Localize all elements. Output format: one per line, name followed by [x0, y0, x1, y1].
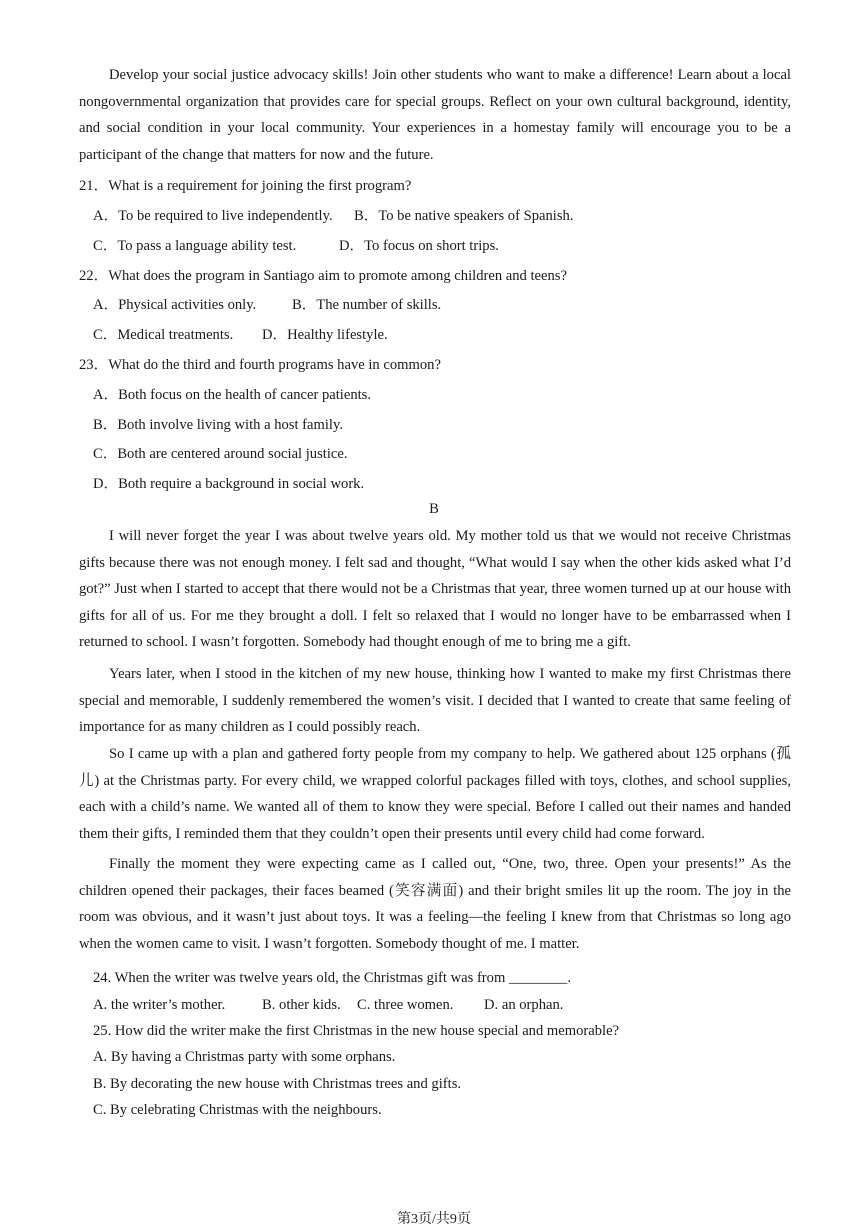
- question-23-option-b: B．Both involve living with a host family.: [93, 417, 343, 433]
- question-21-option-d: D．To focus on short trips.: [339, 238, 499, 254]
- question-23-option-d: D．Both require a background in social work.: [93, 476, 365, 492]
- question-23-stem: 23．What do the third and fourth programs have in common?: [79, 357, 441, 373]
- question-25-stem: 25. How did the writer make the first Christmas in the new house special and memorable?: [93, 1023, 620, 1039]
- question-24-option-a: A. the writer’s mother.: [93, 997, 226, 1013]
- passage-b-paragraph-2: Years later, when I stood in the kitchen of my new house, thinking how I wanted to make my first Christmas there special and memorable, I suddenly remembered the women’s visit. I decided that I wanted to create that same feeling of importance for as many children as I could possibly reach.: [79, 666, 791, 736]
- passage-b-paragraph-1: I will never forget the year I was about twelve years old. My mother told us that we would not receive Christmas gifts because there was not enough money. I felt sad and thought, “What would I say when the other kids asked what I’d got?” Just when I started to accept that there would not be a Christmas that year, three women turned up at our house with gifts for all of us. For me they brought a doll. I felt so relaxed that I would no longer have to be embarrassed when I returned to school. I wasn’t forgotten. Somebody had thought enough of me to bring me a gift.: [79, 528, 791, 651]
- question-21-option-a: A．To be required to live independently.: [93, 208, 333, 224]
- question-24-option-b: B. other kids.: [262, 997, 341, 1013]
- question-23-option-a: A．Both focus on the health of cancer patients.: [93, 387, 372, 403]
- page-number-footer: 第3页/共9页: [397, 1212, 471, 1227]
- question-25-option-b: B. By decorating the new house with Christmas trees and gifts.: [93, 1076, 462, 1092]
- question-24-option-c: C. three women.: [357, 997, 454, 1013]
- section-b-heading: B: [429, 501, 439, 517]
- question-24-option-d: D. an orphan.: [484, 997, 564, 1013]
- passage-b-paragraph-4: Finally the moment they were expecting came as I called out, “One, two, three. Open your presents!” As the children opened their packages, their faces beamed (笑容满面) and their bright smiles lit up the room. The joy in the room was obvious, and it wasn’t just about toys. It was a feeling—the feeling I knew from that Christmas so long ago when the women came to visit. I wasn’t forgotten. Somebody thought of me. I matter.: [79, 856, 791, 952]
- question-21-stem: 21．What is a requirement for joining the first program?: [79, 178, 412, 194]
- question-21-option-c: C．To pass a language ability test.: [93, 238, 297, 254]
- question-22-option-b: B．The number of skills.: [292, 297, 442, 313]
- passage-a-final-paragraph: Develop your social justice advocacy skills! Join other students who want to make a difference! Learn about a local nongovernmental organization that provides care for special groups. Reflect on your own cultural background, identity, and social condition in your local community. Your experiences in a homestay family will encourage you to be a participant of the change that matters for now and the future.: [79, 67, 791, 163]
- question-22-option-a: A．Physical activities only.: [93, 297, 257, 313]
- question-23-option-c: C．Both are centered around social justice.: [93, 446, 348, 462]
- question-24-stem: 24. When the writer was twelve years old, the Christmas gift was from ________.: [93, 970, 571, 986]
- passage-b-paragraph-3: So I came up with a plan and gathered forty people from my company to help. We gathered about 125 orphans (孤儿) at the Christmas party. For every child, we wrapped colorful packages filled with toys, clothes, and school supplies, each with a child’s name. We wanted all of them to know they were special. Before I called out their names and handed them their gifts, I reminded them that they couldn’t open their presents until every child had come forward.: [79, 746, 791, 842]
- question-25-option-c: C. By celebrating Christmas with the neighbours.: [93, 1102, 382, 1118]
- question-21-option-b: B．To be native speakers of Spanish.: [354, 208, 574, 224]
- question-22-option-d: D．Healthy lifestyle.: [262, 327, 388, 343]
- question-22-option-c: C．Medical treatments.: [93, 327, 234, 343]
- question-22-stem: 22．What does the program in Santiago aim to promote among children and teens?: [79, 268, 567, 284]
- question-25-option-a: A. By having a Christmas party with some orphans.: [93, 1049, 396, 1065]
